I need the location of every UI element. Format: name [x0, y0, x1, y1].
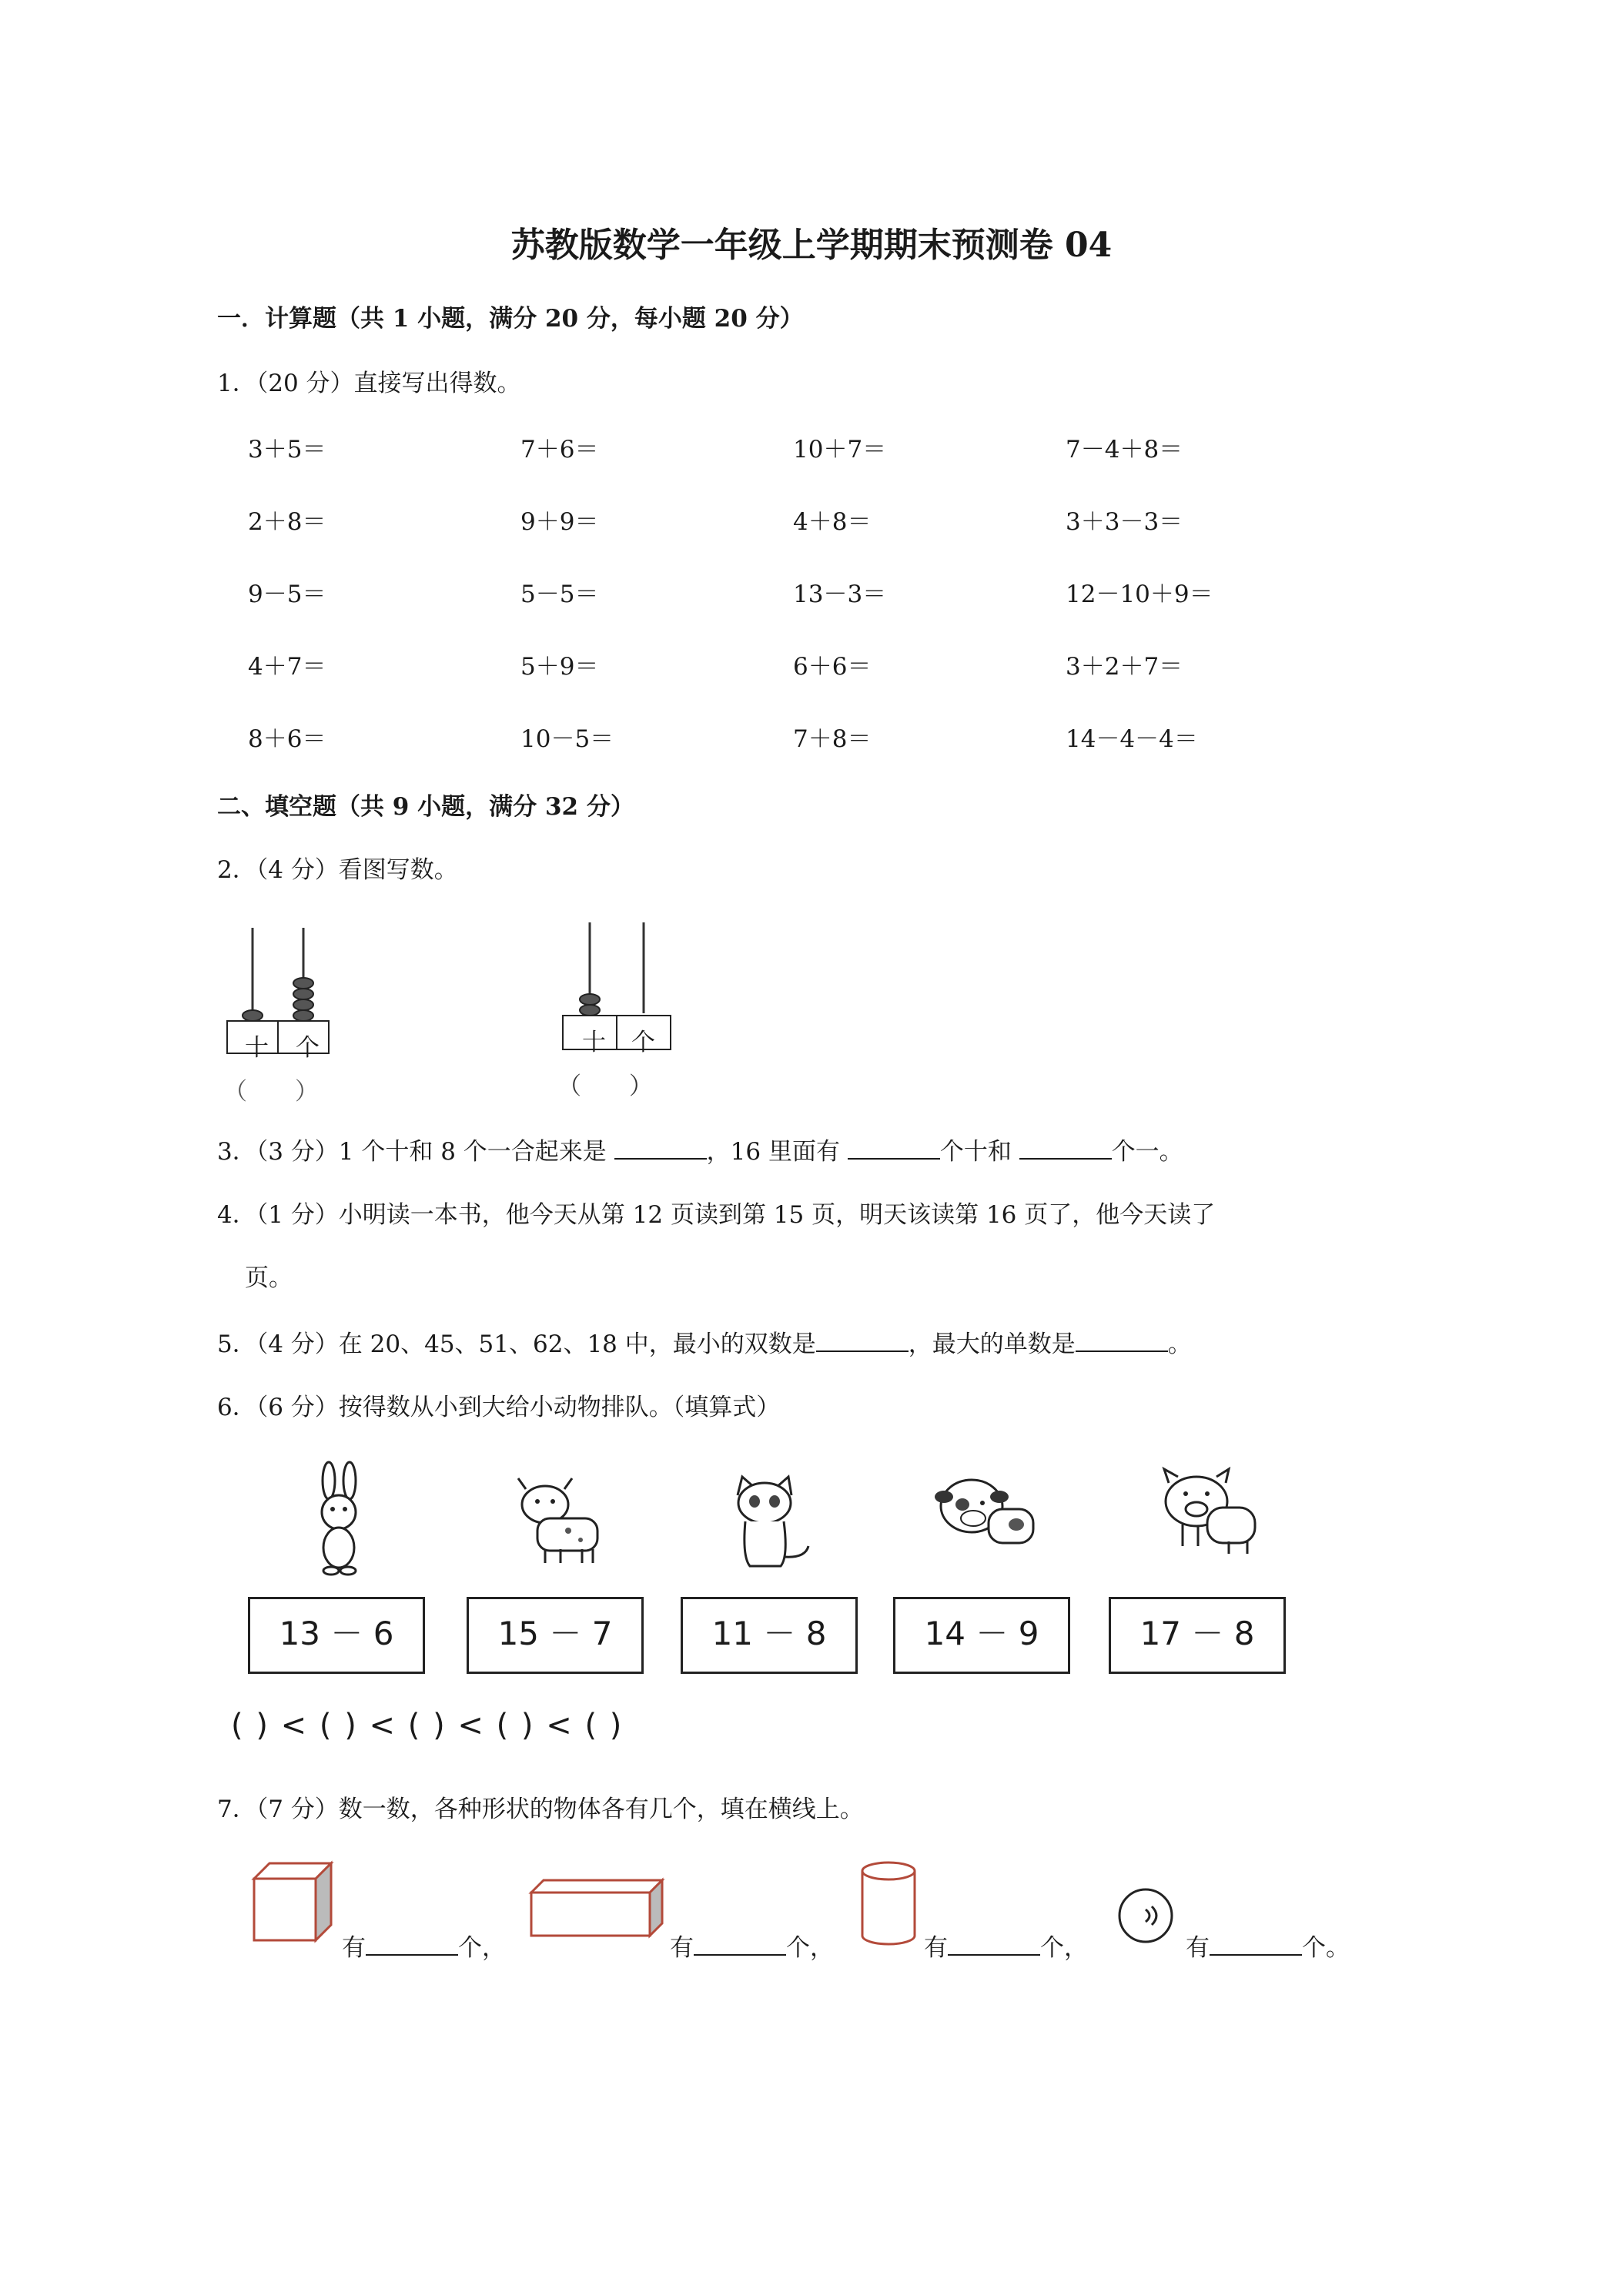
- expression-text: 15 － 7: [497, 1615, 613, 1652]
- ball-icon: [1113, 1886, 1183, 1948]
- calc-expression: 6＋6＝: [793, 653, 872, 681]
- abacus-2-answer: （ ）: [557, 1073, 653, 1100]
- question-5: [217, 1324, 1192, 1359]
- ordering-line: ( ) < ( ) < ( ) < ( ) < ( ): [231, 1708, 624, 1743]
- question-2: 2．（4 分）看图写数。: [217, 856, 458, 884]
- expression-box: [467, 1597, 644, 1674]
- expression-box: [893, 1597, 1070, 1674]
- calc-expression: 7－4＋8＝: [1066, 436, 1183, 464]
- question-4-line-2: 页。: [245, 1264, 293, 1292]
- question-3-part-d: 个一。: [1111, 1138, 1183, 1166]
- calc-expression: 9－5＝: [248, 581, 326, 608]
- cuboid-icon: [528, 1877, 667, 1939]
- you-label: 有: [924, 1934, 948, 1962]
- question-3-part-c: 个十和: [939, 1138, 1019, 1166]
- question-3-part-b: ，16 里面有: [706, 1138, 848, 1166]
- answer-blank[interactable]: [816, 1330, 909, 1352]
- cat-icon: [722, 1472, 822, 1572]
- cylinder-icon: [859, 1860, 921, 1950]
- expression-text: 17 － 8: [1139, 1615, 1255, 1652]
- cube-count: [342, 1928, 506, 1963]
- expression-text: 11 － 8: [711, 1615, 827, 1652]
- ball-count: [1186, 1928, 1350, 1963]
- abacus-figure-2: [561, 915, 676, 1092]
- cuboid-count: [670, 1928, 834, 1963]
- expression-box: [681, 1597, 858, 1674]
- answer-blank[interactable]: [366, 1934, 458, 1956]
- ge-label: 个，: [786, 1934, 834, 1962]
- answer-blank[interactable]: [1019, 1138, 1112, 1160]
- ge-label: 个，: [458, 1934, 506, 1962]
- calc-expression: 8＋6＝: [248, 725, 326, 753]
- you-label: 有: [1186, 1934, 1210, 1962]
- calc-expression: 14－4－4＝: [1066, 725, 1198, 753]
- calc-expression: 4＋8＝: [793, 508, 872, 536]
- abacus-1-ones-label: 个: [296, 1034, 320, 1062]
- calc-expression: 5＋9＝: [520, 653, 599, 681]
- abacus-2-tens-label: 十: [582, 1029, 606, 1056]
- answer-blank[interactable]: [1210, 1934, 1302, 1956]
- you-label: 有: [342, 1934, 366, 1962]
- calc-expression: 7＋8＝: [793, 725, 872, 753]
- pig-icon: [1152, 1466, 1267, 1566]
- question-5-part-c: 。: [1167, 1330, 1192, 1358]
- question-1: 1．（20 分）直接写出得数。: [217, 370, 521, 397]
- question-5-part-b: ，最大的单数是: [908, 1330, 1076, 1358]
- abacus-2-ones-label: 个: [631, 1029, 655, 1056]
- calc-expression: 2＋8＝: [248, 508, 326, 536]
- calc-expression: 3＋2＋7＝: [1066, 653, 1183, 681]
- answer-blank[interactable]: [1076, 1330, 1168, 1352]
- question-6: 6．（6 分）按得数从小到大给小动物排队。（填算式）: [217, 1394, 781, 1421]
- calc-expression: 3＋5＝: [248, 436, 326, 464]
- rabbit-icon: [302, 1461, 379, 1577]
- dog-icon: [924, 1466, 1047, 1566]
- calc-expression: 10＋7＝: [793, 436, 887, 464]
- cow-icon: [507, 1472, 607, 1572]
- calc-expression: 3＋3－3＝: [1066, 508, 1183, 536]
- abacus-figure-1: [225, 920, 333, 1097]
- expression-box: [248, 1597, 425, 1674]
- ge-end-label: 个。: [1302, 1934, 1350, 1962]
- you-label: 有: [670, 1934, 694, 1962]
- answer-blank[interactable]: [948, 1934, 1040, 1956]
- question-3-part-a: 3．（3 分）1 个十和 8 个一合起来是: [217, 1138, 614, 1166]
- calc-expression: 10－5＝: [520, 725, 614, 753]
- calc-expression: 5－5＝: [520, 581, 599, 608]
- calc-expression: 12－10＋9＝: [1066, 581, 1213, 608]
- abacus-1-answer: （ ）: [223, 1078, 319, 1106]
- section-heading-1: 一．计算题（共 1 小题，满分 20 分，每小题 20 分）: [217, 305, 804, 333]
- cube-icon: [251, 1860, 336, 1945]
- calc-expression: 4＋7＝: [248, 653, 326, 681]
- answer-blank[interactable]: [848, 1138, 940, 1160]
- calc-expression: 13－3＝: [793, 581, 887, 608]
- calc-expression: 7＋6＝: [520, 436, 599, 464]
- expression-box: [1109, 1597, 1286, 1674]
- question-3: [217, 1132, 1183, 1166]
- answer-blank[interactable]: [614, 1138, 707, 1160]
- ge-label: 个，: [1040, 1934, 1088, 1962]
- question-4-line-1: 4．（1 分）小明读一本书，他今天从第 12 页读到第 15 页，明天该读第 16 页了，他今天读了: [217, 1201, 1216, 1229]
- cylinder-count: [924, 1928, 1088, 1963]
- calc-expression: 9＋9＝: [520, 508, 599, 536]
- question-5-part-a: 5．（4 分）在 20、45、51、62、18 中，最小的双数是: [217, 1330, 816, 1358]
- answer-blank[interactable]: [694, 1934, 786, 1956]
- abacus-1-tens-label: 十: [245, 1034, 269, 1062]
- expression-text: 14 － 9: [924, 1615, 1039, 1652]
- question-7: 7．（7 分）数一数，各种形状的物体各有几个，填在横线上。: [217, 1796, 864, 1823]
- page-title: 苏教版数学一年级上学期期末预测卷 04: [510, 226, 1113, 265]
- section-heading-2: 二、填空题（共 9 小题，满分 32 分）: [217, 793, 634, 821]
- expression-text: 13 － 6: [279, 1615, 394, 1652]
